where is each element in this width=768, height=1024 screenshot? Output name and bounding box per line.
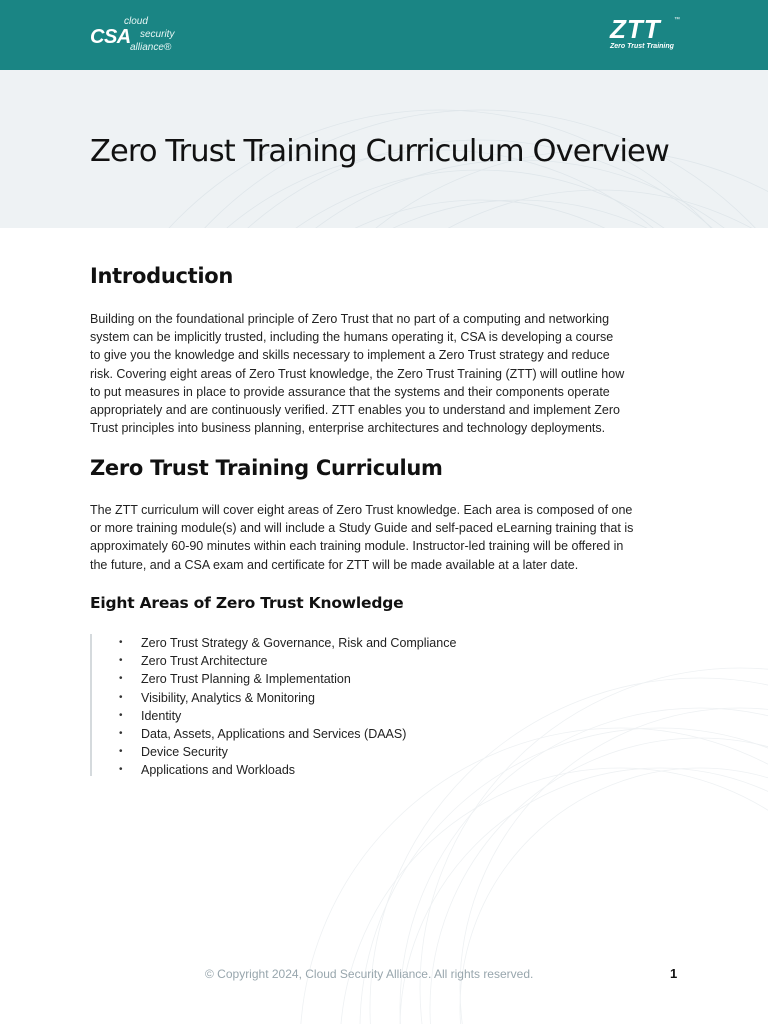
introduction-line: to put measures in place to provide assurance that the systems and their components operate <box>90 384 610 399</box>
ztt-logo-mark: ZTT <box>610 14 661 44</box>
introduction-paragraph <box>90 310 690 437</box>
areas-list <box>90 634 590 776</box>
page-number: 1 <box>670 966 678 981</box>
introduction-line: to give you the knowledge and skills necessary to implement a Zero Trust strategy and reduce <box>90 348 610 363</box>
page-title: Zero Trust Training Curriculum Overview <box>90 134 669 169</box>
bullet: • <box>119 673 123 685</box>
list-item <box>92 761 590 779</box>
csa-logo-word-alliance: alliance® <box>130 42 172 53</box>
curriculum-line: or more training module(s) and will include a Study Guide and self-paced eLearning training that is <box>90 521 634 536</box>
introduction-line: system can be implicitly trusted, including the humans operating it, CSA is developing a course <box>90 330 614 345</box>
bullet: • <box>119 764 123 776</box>
list-item-label: Data, Assets, Applications and Services (DAAS) <box>141 726 407 741</box>
bullet: • <box>119 709 123 721</box>
list-item <box>92 707 590 725</box>
bullet: • <box>119 727 123 739</box>
csa-logo-mark: CSA <box>90 26 131 48</box>
csa-logo <box>90 14 200 56</box>
bullet: • <box>119 746 123 758</box>
introduction-heading: Introduction <box>90 264 234 288</box>
introduction-line: risk. Covering eight areas of Zero Trust knowledge, the Zero Trust Training (ZTT) will outline how <box>90 366 625 381</box>
introduction-line: appropriately and are continuously verified. ZTT enables you to understand and implement Zero <box>90 403 620 418</box>
csa-logo-word-cloud: cloud <box>124 16 148 27</box>
curriculum-line: approximately 60-90 minutes within each training module. Instructor-led training will be offered in <box>90 539 624 554</box>
ztt-trademark: ™ <box>674 17 680 23</box>
list-item-label: Zero Trust Strategy & Governance, Risk and Compliance <box>141 636 457 650</box>
list-item-label: Visibility, Analytics & Monitoring <box>141 690 315 705</box>
bullet: • <box>119 691 123 703</box>
list-item-label: Device Security <box>141 745 228 760</box>
introduction-line: Building on the foundational principle of Zero Trust that no part of a computing and networking <box>90 312 610 326</box>
curriculum-line: the future, and a CSA exam and certificate for ZTT will be made available at a later date. <box>90 557 579 572</box>
introduction-line: Trust principles into business planning, enterprise architectures and technology deployments. <box>90 421 606 436</box>
list-item <box>92 670 590 688</box>
curriculum-heading: Zero Trust Training Curriculum <box>90 456 443 480</box>
list-item <box>92 725 590 743</box>
footer-copyright: © Copyright 2024, Cloud Security Alliance. All rights reserved. <box>205 967 534 981</box>
list-item-label: Identity <box>141 708 182 723</box>
list-item-label: Zero Trust Planning & Implementation <box>141 672 351 687</box>
list-item <box>92 652 590 670</box>
title-band <box>0 70 768 228</box>
ztt-logo <box>606 16 686 56</box>
bullet: • <box>119 637 123 648</box>
list-item <box>92 689 590 707</box>
bullet: • <box>119 655 123 667</box>
curriculum-line: The ZTT curriculum will cover eight areas of Zero Trust knowledge. Each area is composed of one <box>90 503 633 517</box>
curriculum-paragraph <box>90 501 690 574</box>
list-item <box>92 743 590 761</box>
list-item-label: Applications and Workloads <box>141 763 296 778</box>
header-bar <box>0 0 768 70</box>
list-item <box>92 634 590 652</box>
list-item-label: Zero Trust Architecture <box>141 654 268 669</box>
areas-heading: Eight Areas of Zero Trust Knowledge <box>90 594 404 612</box>
ztt-logo-subtitle: Zero Trust Training <box>610 43 674 50</box>
csa-logo-word-security: security <box>140 29 175 40</box>
